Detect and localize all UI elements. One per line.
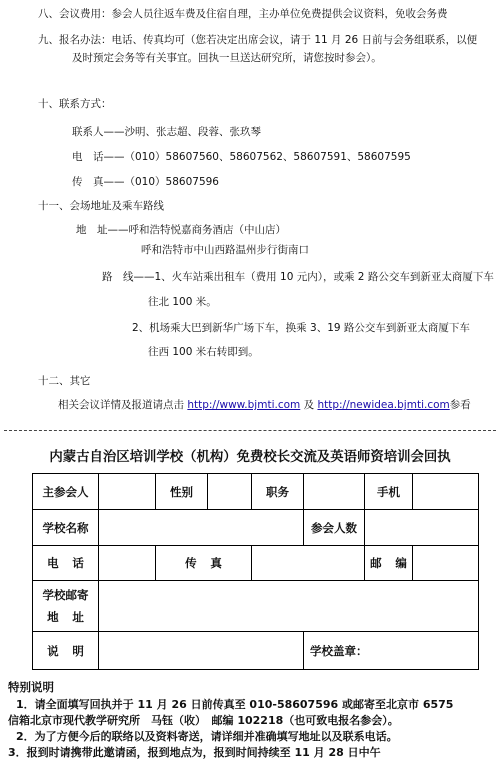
route1-text: 1、火车站乘出租车（费用 10 元内），或乘 2 路公交车到新亚太商厦下车 (154, 271, 494, 283)
mobile-field[interactable] (413, 474, 479, 510)
item8-fee: 八、会议费用：参会人员往返车费及住宿自理，主办单位免费提供会议资料，免收会务费 (38, 8, 448, 20)
route1-cont: 往北 100 米。 (148, 296, 217, 308)
item11-venue-heading: 十一、会场地址及乘车路线 (38, 200, 164, 212)
label-main-attendee: 主参会人 (33, 474, 99, 510)
contact-phone (72, 150, 411, 164)
item12-other-heading: 十二、其它 (38, 375, 91, 387)
address-label: 地 址—— (76, 224, 129, 236)
fax-label: 传 真—— (72, 176, 125, 188)
mail-address-field[interactable] (99, 581, 479, 632)
label-phone-a: 电 (47, 556, 73, 570)
label-mail-address-1: 学校邮寄 (42, 588, 89, 602)
route-1 (102, 270, 494, 284)
other-mid: 及 (303, 399, 315, 411)
other-prefix: 相关会议详情及报道请点击 (58, 399, 184, 411)
label-phone (33, 546, 99, 581)
seal-field[interactable] (304, 632, 479, 670)
contact-fax (72, 175, 219, 189)
route-2: 2、机场乘大巴到新华广场下车，换乘 3、19 路公交车到新亚太商厦下车 (132, 322, 470, 334)
label-zip (365, 546, 413, 581)
item9-registration-cont: 及时预定会务等有关事宜。回执一旦送达研究所，请您按时参会）。 (72, 52, 382, 64)
zip-field[interactable] (413, 546, 479, 581)
note-2: 2．为了方便今后的联络以及资料寄送，请详细并准确填写地址以及联系电话。 (16, 730, 398, 743)
registration-form-table (32, 473, 479, 670)
remark-field[interactable] (99, 632, 304, 670)
label-mail-address-2 (36, 609, 95, 625)
position-field[interactable] (304, 474, 365, 510)
attendee-count-field[interactable] (365, 510, 479, 546)
note-1-cont: 信箱北京市现代教学研究所 马钰（收） 邮编 102218（也可致电报名参会）。 (8, 714, 399, 727)
label-zip-a: 邮 (370, 556, 396, 570)
contact-persons (72, 125, 261, 139)
item9-registration: 九、报名办法：电话、传真均可（您若决定出席会议，请于 11 月 26 日前与会务组联系，以便 (38, 34, 478, 46)
label-seal: 学校盖章： (310, 643, 368, 658)
label-school-name: 学校名称 (33, 510, 99, 546)
label-zip-b: 编 (395, 556, 407, 570)
route2-cont: 往西 100 米右转即到。 (148, 346, 259, 358)
venue-address (76, 223, 286, 237)
note-3: 3．报到时请携带此邀请函，报到地点为，报到时间持续至 11 月 28 日中午 (8, 746, 381, 759)
bjmti-link[interactable]: http://www.bjmti.com (187, 399, 301, 411)
contact-label: 联系人—— (72, 126, 125, 138)
fax-field[interactable] (252, 546, 365, 581)
school-name-field[interactable] (99, 510, 304, 546)
fax-value: （010）58607596 (124, 176, 219, 188)
label-mobile: 手机 (365, 474, 413, 510)
address-street: 呼和浩特市中山西路温州步行街南口 (141, 244, 309, 256)
label-mail-address (33, 581, 99, 632)
phone-field[interactable] (99, 546, 156, 581)
newidea-link[interactable]: http://newidea.bjmti.com (317, 399, 450, 411)
label-mail-address-2b: 址 (72, 610, 84, 624)
cut-line-divider (4, 430, 496, 431)
label-gender: 性别 (156, 474, 208, 510)
form-title: 内蒙古自治区培训学校（机构）免费校长交流及英语师资培训会回执 (49, 450, 451, 465)
label-remark (33, 632, 99, 670)
phone-label: 电 话—— (72, 151, 125, 163)
special-notes-heading: 特别说明 (8, 680, 54, 694)
item10-contact-heading: 十、联系方式： (38, 98, 112, 110)
other-links-line (58, 398, 471, 412)
address-hotel: 呼和浩特悦嘉商务酒店（中山店） (128, 224, 286, 236)
route-label: 路 线—— (102, 271, 155, 283)
gender-field[interactable] (208, 474, 252, 510)
label-remark-b: 明 (72, 643, 84, 658)
label-fax (156, 546, 252, 581)
phone-value: （010）58607560、58607562、58607591、58607595 (124, 151, 411, 163)
contact-names: 沙明、张志超、段蓉、张玖琴 (124, 126, 261, 138)
label-mail-address-2a: 地 (47, 610, 73, 624)
label-remark-a: 说 (47, 643, 73, 658)
label-position: 职务 (252, 474, 304, 510)
label-phone-b: 话 (72, 556, 84, 570)
label-fax-b: 真 (210, 556, 222, 570)
label-attendee-count: 参会人数 (304, 510, 365, 546)
other-suffix: 参看 (449, 399, 471, 411)
main-attendee-field[interactable] (99, 474, 156, 510)
note-1: 1．请全面填写回执并于 11 月 26 日前传真至 010-58607596 或邮寄至北京市 6575 (16, 698, 454, 711)
label-fax-a: 传 (185, 556, 211, 570)
